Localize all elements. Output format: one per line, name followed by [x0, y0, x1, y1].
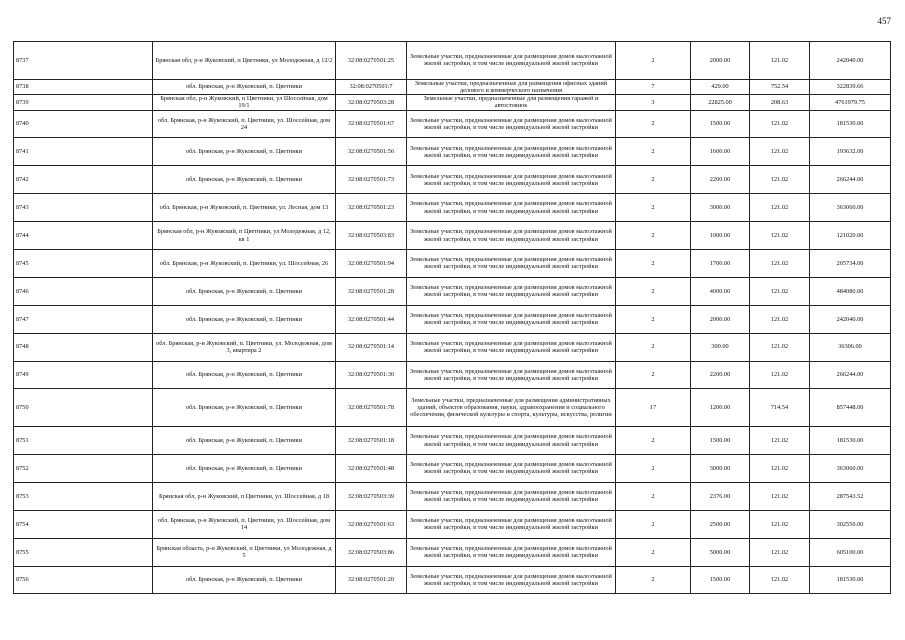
row-cadastral-value: 36306.00 — [810, 333, 891, 361]
row-group-code: 2 — [616, 138, 691, 166]
row-cadastral-value: 484080.00 — [810, 277, 891, 305]
row-address: обл. Брянская, р-н Жуковский, п. Цветники — [153, 305, 336, 333]
table-row — [14, 333, 891, 361]
row-group-code: 2 — [616, 454, 691, 482]
row-specific-value: 121.02 — [750, 305, 810, 333]
row-area: 4000.00 — [691, 277, 750, 305]
row-id: 8742 — [14, 166, 153, 194]
row-specific-value: 121.02 — [750, 194, 810, 222]
row-land-purpose: Земельные участки, предназначенные для размещения домов малоэтажной жилой застройки, в том числе индивидуальной жилой застройки — [407, 249, 616, 277]
row-land-purpose: Земельные участки, предназначенные для размещения домов малоэтажной жилой застройки, в том числе индивидуальной жилой застройки — [407, 194, 616, 222]
row-id: 8743 — [14, 194, 153, 222]
row-id: 8751 — [14, 427, 153, 455]
row-group-code: 2 — [616, 427, 691, 455]
row-cadastral-number: 32:08:0270501:28 — [336, 277, 407, 305]
row-cadastral-number: 32:08:0270501:30 — [336, 361, 407, 389]
row-address: Брянская область, р-н Жуковский, п Цветники, ул Молодежная, д 5 — [153, 538, 336, 566]
row-address: обл. Брянская, р-н Жуковский, п. Цветники, ул. Лесная, дом 13 — [153, 194, 336, 222]
row-cadastral-number: 32:08:0270501:94 — [336, 249, 407, 277]
row-id: 8753 — [14, 482, 153, 510]
row-land-purpose: Земельные участки, предназначенные для размещения домов малоэтажной жилой застройки, в том числе индивидуальной жилой застройки — [407, 538, 616, 566]
row-cadastral-value: 363060.00 — [810, 454, 891, 482]
row-address: обл. Брянская, р-н Жуковский, п. Цветники, ул. Шоссейная, дом 14 — [153, 510, 336, 538]
row-address: Брянская обл, р-н Жуковский, п Цветники, ул Молодежная, д 12/2 — [153, 42, 336, 80]
row-group-code: 2 — [616, 510, 691, 538]
table-row — [14, 566, 891, 594]
row-area: 3000.00 — [691, 454, 750, 482]
row-specific-value: 714.54 — [750, 389, 810, 427]
row-land-purpose: Земельные участки, предназначенные для размещения домов малоэтажной жилой застройки, в том числе индивидуальной жилой застройки — [407, 333, 616, 361]
row-id: 8740 — [14, 110, 153, 138]
row-cadastral-number: 32:08:0270501:78 — [336, 389, 407, 427]
row-id: 8746 — [14, 277, 153, 305]
row-cadastral-number: 32:08:0270501:63 — [336, 510, 407, 538]
row-group-code: 2 — [616, 110, 691, 138]
table-row — [14, 361, 891, 389]
row-land-purpose: Земельные участки, предназначенные для размещения административных зданий, объектов образования, науки, здравоохранения и социального обеспечения, физической культуры и спорта, культуры, искусства, религии — [407, 389, 616, 427]
row-area: 2200.00 — [691, 361, 750, 389]
row-specific-value: 121.02 — [750, 110, 810, 138]
table-row — [14, 95, 891, 110]
row-cadastral-value: 205734.00 — [810, 249, 891, 277]
row-cadastral-number: 32:08:0270501:14 — [336, 333, 407, 361]
row-area: 2000.00 — [691, 305, 750, 333]
row-cadastral-number: 32:08:0270501:48 — [336, 454, 407, 482]
row-land-purpose: Земельные участки, предназначенные для размещения офисных зданий делового и коммерческого назначения — [407, 79, 616, 94]
row-land-purpose: Земельные участки, предназначенные для размещения домов малоэтажной жилой застройки, в том числе индивидуальной жилой застройки — [407, 361, 616, 389]
row-land-purpose: Земельные участки, предназначенные для размещения домов малоэтажной жилой застройки, в том числе индивидуальной жилой застройки — [407, 482, 616, 510]
row-cadastral-number: 32:08:0270501:25 — [336, 42, 407, 80]
row-cadastral-number: 32:08:0270503:39 — [336, 482, 407, 510]
row-cadastral-value: 193632.00 — [810, 138, 891, 166]
row-group-code: 3 — [616, 95, 691, 110]
row-cadastral-value: 121020.00 — [810, 222, 891, 250]
row-group-code: 2 — [616, 42, 691, 80]
row-specific-value: 121.02 — [750, 138, 810, 166]
row-specific-value: 121.02 — [750, 566, 810, 594]
row-cadastral-value: 363060.00 — [810, 194, 891, 222]
row-cadastral-value: 4761979.75 — [810, 95, 891, 110]
row-cadastral-number: 32:08:0270501:20 — [336, 566, 407, 594]
row-id: 8752 — [14, 454, 153, 482]
row-land-purpose: Земельные участки, предназначенные для размещения домов малоэтажной жилой застройки, в том числе индивидуальной жилой застройки — [407, 166, 616, 194]
row-address: обл. Брянская, р-н Жуковский, п. Цветники — [153, 566, 336, 594]
row-specific-value: 121.02 — [750, 42, 810, 80]
table-row — [14, 166, 891, 194]
row-group-code: 7 — [616, 79, 691, 94]
row-land-purpose: Земельные участки, предназначенные для размещения домов малоэтажной жилой застройки, в том числе индивидуальной жилой застройки — [407, 110, 616, 138]
row-area: 22825.00 — [691, 95, 750, 110]
row-group-code: 2 — [616, 249, 691, 277]
table-row — [14, 482, 891, 510]
row-id: 8739 — [14, 95, 153, 110]
row-cadastral-number: 32:08:0270501:67 — [336, 110, 407, 138]
row-area: 1700.00 — [691, 249, 750, 277]
row-area: 300.00 — [691, 333, 750, 361]
row-cadastral-value: 605100.00 — [810, 538, 891, 566]
row-land-purpose: Земельные участки, предназначенные для размещения домов малоэтажной жилой застройки, в том числе индивидуальной жилой застройки — [407, 277, 616, 305]
row-specific-value: 121.02 — [750, 427, 810, 455]
row-id: 8756 — [14, 566, 153, 594]
row-cadastral-value: 322839.66 — [810, 79, 891, 94]
row-specific-value: 121.02 — [750, 249, 810, 277]
row-area: 2500.00 — [691, 510, 750, 538]
row-address: обл. Брянская, р-н Жуковский, п. Цветники — [153, 138, 336, 166]
row-specific-value: 121.02 — [750, 166, 810, 194]
row-land-purpose: Земельные участки, предназначенные для размещения домов малоэтажной жилой застройки, в том числе индивидуальной жилой застройки — [407, 42, 616, 80]
row-specific-value: 752.54 — [750, 79, 810, 94]
row-group-code: 2 — [616, 166, 691, 194]
row-area: 3000.00 — [691, 194, 750, 222]
row-land-purpose: Земельные участки, предназначенные для размещения домов малоэтажной жилой застройки, в том числе индивидуальной жилой застройки — [407, 510, 616, 538]
row-id: 8750 — [14, 389, 153, 427]
row-specific-value: 121.02 — [750, 361, 810, 389]
row-group-code: 2 — [616, 194, 691, 222]
row-land-purpose: Земельные участки, предназначенные для размещения домов малоэтажной жилой застройки, в том числе индивидуальной жилой застройки — [407, 454, 616, 482]
row-cadastral-number: 32:08:0270503:83 — [336, 222, 407, 250]
row-address: обл. Брянская, р-н Жуковский, п. Цветники, ул. Молодежная, дом 3, квартира 2 — [153, 333, 336, 361]
row-cadastral-number: 32:08:0270501:7 — [336, 79, 407, 94]
row-cadastral-number: 32:08:0270503:86 — [336, 538, 407, 566]
row-land-purpose: Земельные участки, предназначенные для размещения домов малоэтажной жилой застройки, в том числе индивидуальной жилой застройки — [407, 427, 616, 455]
table-row — [14, 305, 891, 333]
row-area: 2000.00 — [691, 42, 750, 80]
row-cadastral-value: 857448.00 — [810, 389, 891, 427]
table-row — [14, 510, 891, 538]
row-id: 8754 — [14, 510, 153, 538]
row-cadastral-value: 242040.00 — [810, 305, 891, 333]
row-group-code: 2 — [616, 333, 691, 361]
row-specific-value: 121.02 — [750, 538, 810, 566]
row-area: 1500.00 — [691, 566, 750, 594]
row-address: Брянская обл, р-н Жуковский, п Цветники, ул Шоссейная, дом 19/1 — [153, 95, 336, 110]
row-address: Брянская обл, р-н Жуковский, п Цветники, ул Молодежная, д 12, кв 1 — [153, 222, 336, 250]
table-body — [14, 42, 891, 594]
table-row — [14, 79, 891, 94]
row-address: обл. Брянская, р-н Жуковский, п. Цветники, ул. Шоссейная, 26 — [153, 249, 336, 277]
row-group-code: 2 — [616, 566, 691, 594]
table-row — [14, 194, 891, 222]
row-id: 8737 — [14, 42, 153, 80]
table-row — [14, 110, 891, 138]
table-row — [14, 427, 891, 455]
row-group-code: 2 — [616, 222, 691, 250]
row-group-code: 2 — [616, 361, 691, 389]
row-address: обл. Брянская, р-н Жуковский, п. Цветники — [153, 166, 336, 194]
row-area: 1500.00 — [691, 427, 750, 455]
row-cadastral-number: 32:08:0270501:23 — [336, 194, 407, 222]
row-land-purpose: Земельные участки, предназначенные для размещения гаражей и автостоянок — [407, 95, 616, 110]
row-area: 2376.00 — [691, 482, 750, 510]
row-id: 8755 — [14, 538, 153, 566]
table-row — [14, 538, 891, 566]
row-area: 1500.00 — [691, 110, 750, 138]
row-group-code: 17 — [616, 389, 691, 427]
row-cadastral-value: 302550.00 — [810, 510, 891, 538]
row-area: 1000.00 — [691, 222, 750, 250]
row-cadastral-number: 32:08:0270501:56 — [336, 138, 407, 166]
table-row — [14, 222, 891, 250]
row-area: 429.00 — [691, 79, 750, 94]
row-cadastral-value: 181530.00 — [810, 427, 891, 455]
table-row — [14, 138, 891, 166]
row-cadastral-value: 181530.00 — [810, 566, 891, 594]
row-specific-value: 121.02 — [750, 454, 810, 482]
row-specific-value: 121.02 — [750, 482, 810, 510]
table-row — [14, 389, 891, 427]
row-address: обл. Брянская, р-н Жуковский, п. Цветники — [153, 454, 336, 482]
row-group-code: 2 — [616, 482, 691, 510]
row-specific-value: 121.02 — [750, 277, 810, 305]
row-area: 5000.00 — [691, 538, 750, 566]
row-specific-value: 121.02 — [750, 333, 810, 361]
row-id: 8745 — [14, 249, 153, 277]
row-id: 8744 — [14, 222, 153, 250]
row-cadastral-number: 32:08:0270501:44 — [336, 305, 407, 333]
row-id: 8748 — [14, 333, 153, 361]
row-cadastral-value: 242040.00 — [810, 42, 891, 80]
row-specific-value: 121.02 — [750, 510, 810, 538]
row-land-purpose: Земельные участки, предназначенные для размещения домов малоэтажной жилой застройки, в том числе индивидуальной жилой застройки — [407, 222, 616, 250]
table-row — [14, 249, 891, 277]
row-area: 1200.00 — [691, 389, 750, 427]
row-specific-value: 121.02 — [750, 222, 810, 250]
row-area: 1600.00 — [691, 138, 750, 166]
row-address: обл. Брянская, р-н Жуковский, п. Цветники — [153, 79, 336, 94]
row-specific-value: 208.63 — [750, 95, 810, 110]
row-address: Брянская обл, р-н Жуковский, п Цветники, ул. Шоссейная, д 18 — [153, 482, 336, 510]
row-land-purpose: Земельные участки, предназначенные для размещения домов малоэтажной жилой застройки, в том числе индивидуальной жилой застройки — [407, 566, 616, 594]
table-row — [14, 277, 891, 305]
cadastral-value-table — [13, 41, 891, 594]
row-group-code: 2 — [616, 305, 691, 333]
row-id: 8738 — [14, 79, 153, 94]
row-address: обл. Брянская, р-н Жуковский, п. Цветники, ул. Шоссейная, дом 24 — [153, 110, 336, 138]
row-land-purpose: Земельные участки, предназначенные для размещения домов малоэтажной жилой застройки, в том числе индивидуальной жилой застройки — [407, 305, 616, 333]
row-cadastral-number: 32:08:0270503:28 — [336, 95, 407, 110]
row-cadastral-number: 32:08:0270501:73 — [336, 166, 407, 194]
row-id: 8741 — [14, 138, 153, 166]
row-address: обл. Брянская, р-н Жуковский, п. Цветники — [153, 361, 336, 389]
page-number: 457 — [877, 16, 891, 26]
row-cadastral-value: 287543.52 — [810, 482, 891, 510]
row-address: обл. Брянская, р-н Жуковский, п. Цветники — [153, 427, 336, 455]
row-address: обл. Брянская, р-н Жуковский, п. Цветники — [153, 277, 336, 305]
row-cadastral-value: 181530.00 — [810, 110, 891, 138]
row-land-purpose: Земельные участки, предназначенные для размещения домов малоэтажной жилой застройки, в том числе индивидуальной жилой застройки — [407, 138, 616, 166]
row-id: 8747 — [14, 305, 153, 333]
table-row — [14, 42, 891, 80]
row-group-code: 2 — [616, 538, 691, 566]
row-id: 8749 — [14, 361, 153, 389]
row-address: обл. Брянская, р-н Жуковский, п. Цветники — [153, 389, 336, 427]
table-row — [14, 454, 891, 482]
row-cadastral-value: 266244.00 — [810, 166, 891, 194]
row-cadastral-value: 266244.00 — [810, 361, 891, 389]
row-cadastral-number: 32:08:0270501:18 — [336, 427, 407, 455]
row-area: 2200.00 — [691, 166, 750, 194]
row-group-code: 2 — [616, 277, 691, 305]
